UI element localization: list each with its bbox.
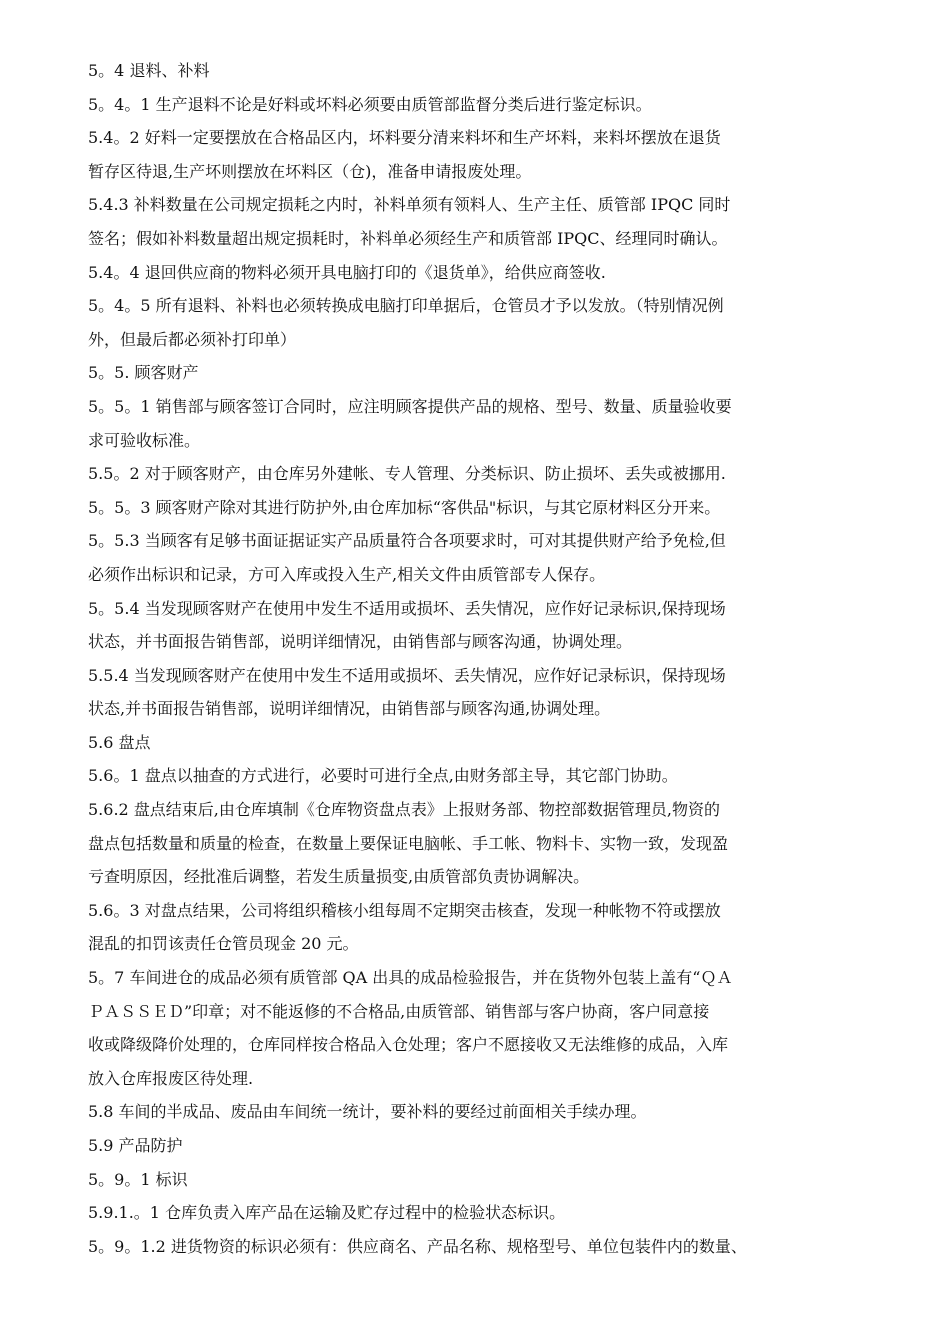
text-line: 5.4.3 补料数量在公司规定损耗之内时，补料单须有领料人、生产主任、质管部 IPQC 同时	[88, 195, 731, 215]
text-line: 5.5.4 当发现顾客财产在使用中发生不适用或损坏、丢失情况，应作好记录标识，保持现场	[88, 665, 726, 685]
text-line: 5.6.2 盘点结束后,由仓库填制《仓库物资盘点表》上报财务部、物控部数据管理员,物资的	[88, 800, 720, 820]
text-line: 5.6。1 盘点以抽查的方式进行，必要时可进行全点,由财务部主导，其它部门协助。	[88, 766, 678, 786]
text-line: 5。9。1 标识	[88, 1169, 188, 1189]
text-line: 5。4。5 所有退料、补料也必须转换成电脑打印单据后，仓管员才予以发放。（特别情况例	[88, 296, 724, 316]
text-line: 5.4。2 好料一定要摆放在合格品区内，坏料要分清来料坏和生产坏料，来料坏摆放在退货	[88, 128, 721, 148]
text-line: 外，但最后都必须补打印单）	[88, 329, 297, 349]
text-line: 混乱的扣罚该责任仓管员现金 20 元。	[88, 934, 359, 954]
text-line: 5。5。3 顾客财产除对其进行防护外,由仓库加标“客供品"标识，与其它原材料区分开来。	[88, 497, 721, 517]
text-line: 必须作出标识和记录，方可入库或投入生产,相关文件由质管部专人保存。	[88, 564, 606, 584]
text-line: 5.5。2 对于顾客财产，由仓库另外建帐、专人管理、分类标识、防止损坏、丢失或被挪用.	[88, 464, 726, 484]
text-line: 5。4 退料、补料	[88, 61, 210, 80]
text-line: 5.6 盘点	[88, 732, 151, 752]
text-line: 5.9.1.。1 仓库负责入库产品在运输及贮存过程中的检验状态标识。	[88, 1203, 566, 1223]
text-line: 5.8 车间的半成品、废品由车间统一统计，要补料的要经过前面相关手续办理。	[88, 1102, 647, 1122]
text-line: 状态，并书面报告销售部，说明详细情况，由销售部与顾客沟通，协调处理。	[88, 632, 633, 652]
text-line: 盘点包括数量和质量的检查，在数量上要保证电脑帐、手工帐、物料卡、实物一致，发现盈	[88, 833, 729, 853]
text-line: 5。5. 顾客财产	[88, 363, 199, 383]
text-line: 5.9 产品防护	[88, 1136, 183, 1155]
text-line: 5。5。1 销售部与顾客签订合同时，应注明顾客提供产品的规格、型号、数量、质量验收要	[88, 396, 732, 416]
text-line: 5.6。3 对盘点结果，公司将组织稽核小组每周不定期突击核查，发现一种帐物不符或摆放	[88, 900, 721, 920]
text-line: 5。5.3 当顾客有足够书面证据证实产品质量符合各项要求时，可对其提供财产给予免检,但	[88, 531, 726, 551]
document-body	[88, 54, 868, 1263]
text-line: 求可验收标准。	[88, 430, 201, 450]
text-line: 5。4。1 生产退料不论是好料或坏料必须要由质管部监督分类后进行鉴定标识。	[88, 94, 652, 114]
text-line: 放入仓库报废区待处理.	[88, 1068, 254, 1088]
text-line: 5。7 车间进仓的成品必须有质管部 QA 出具的成品检验报告，并在货物外包装上盖有“ＱＡ	[88, 968, 733, 988]
text-line: 状态,并书面报告销售部，说明详细情况，由销售部与顾客沟通,协调处理。	[88, 699, 611, 719]
text-line: ＰＡＳＳＥＤ”印章；对不能返修的不合格品,由质管部、销售部与客户协商，客户同意接	[88, 1001, 710, 1021]
text-line: 5。9。1.2 进货物资的标识必须有：供应商名、产品名称、规格型号、单位包装件内的数量、	[88, 1236, 747, 1256]
text-line: 暂存区待退,生产坏则摆放在坏料区（仓)，准备申请报废处理。	[88, 161, 532, 181]
text-line: 5.4。4 退回供应商的物料必须开具电脑打印的《退货单》，给供应商签收.	[88, 262, 606, 282]
text-line: 5。5.4 当发现顾客财产在使用中发生不适用或损坏、丢失情况，应作好记录标识,保持现场	[88, 598, 726, 618]
text-line: 亏查明原因，经批准后调整，若发生质量损变,由质管部负责协调解决。	[88, 867, 590, 887]
text-line: 收或降级降价处理的，仓库同样按合格品入仓处理；客户不愿接收又无法维修的成品，入库	[88, 1035, 729, 1055]
text-line: 签名；假如补料数量超出规定损耗时，补料单必须经生产和质管部 IPQC、经理同时确认。	[88, 228, 728, 248]
